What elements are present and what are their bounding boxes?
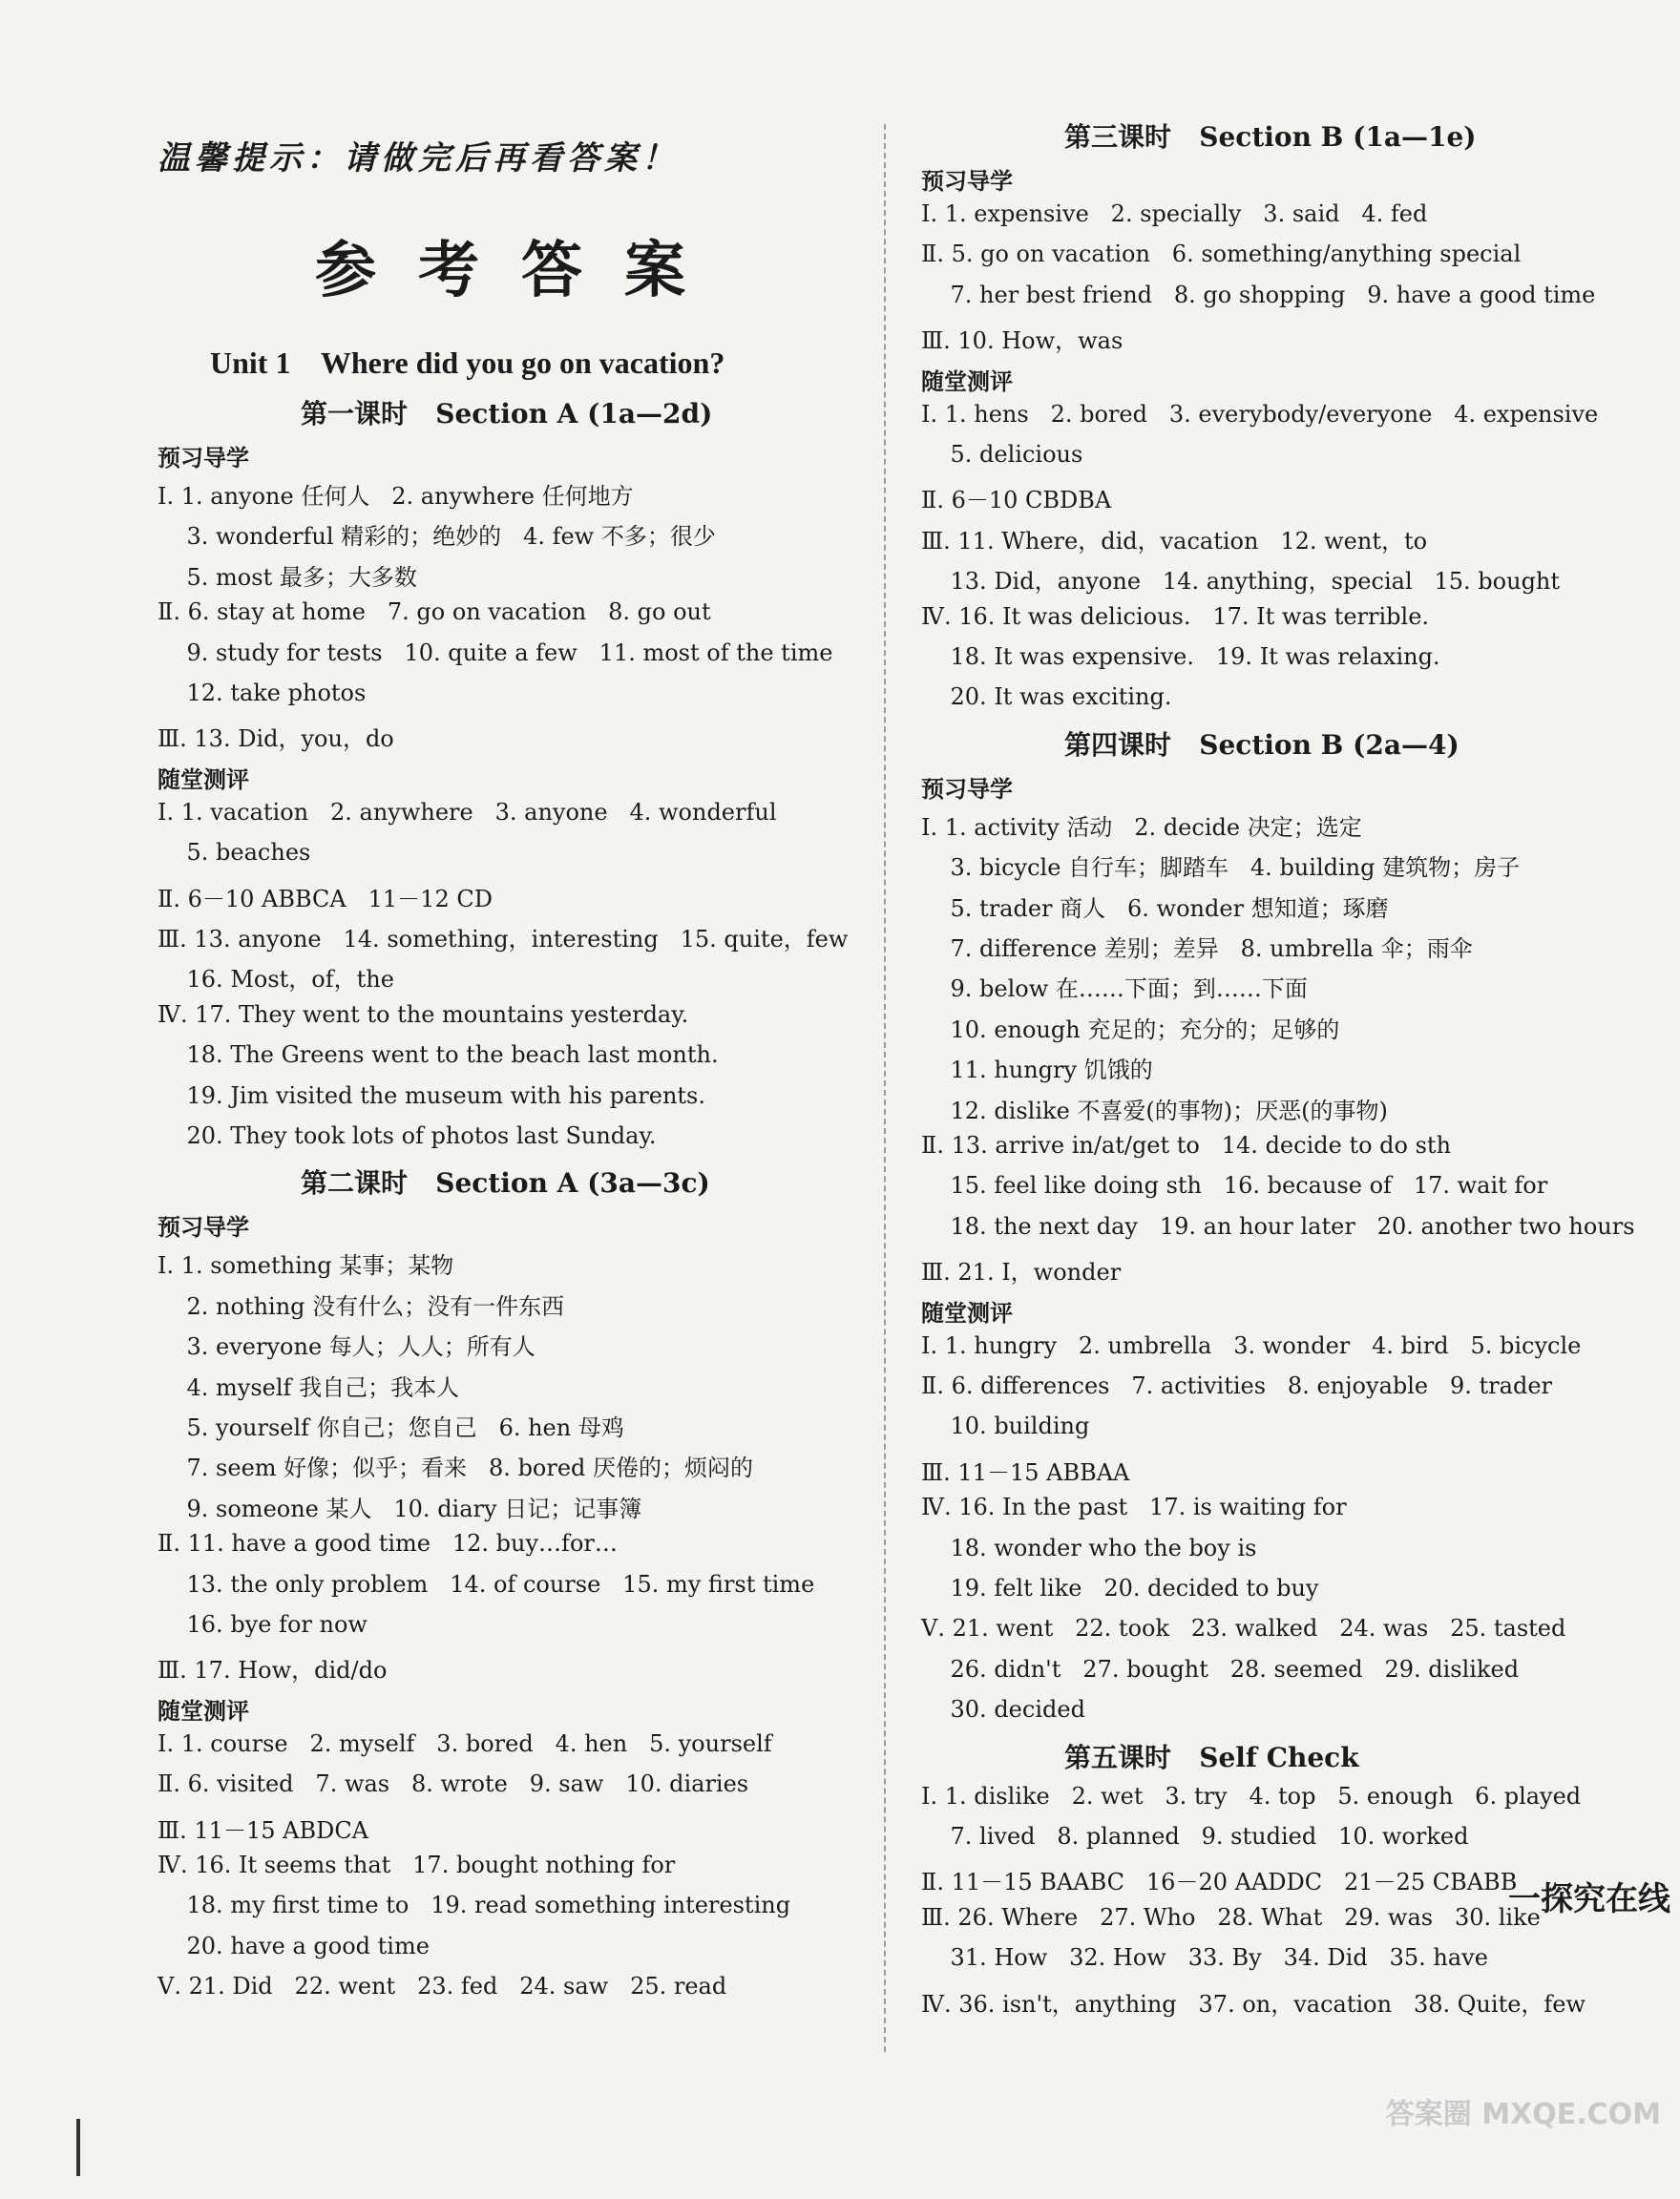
answer-line: 16. bye for now — [158, 1611, 368, 1638]
answer-line: Ⅲ. 10. How，was — [921, 327, 1124, 355]
answer-line: 7. her best friend 8. go shopping 9. have a good time — [921, 281, 1596, 308]
answer-line: 31. How 32. How 33. By 34. Did 35. have — [921, 1944, 1488, 1972]
answer-line: 11. hungry 饥饿的 — [921, 1057, 1153, 1084]
answer-line: 7. difference 差别；差异 8. umbrella 伞；雨伞 — [921, 935, 1473, 962]
answer-line: 7. lived 8. planned 9. studied 10. worked — [921, 1823, 1469, 1850]
answer-line: Ⅱ. 13. arrive in/at/get to 14. decide to do sth — [921, 1132, 1452, 1159]
answer-line: 3. wonderful 精彩的；绝妙的 4. few 不多；很少 — [158, 523, 716, 551]
section-heading: 第三课时 Section B (1a—1e) — [1064, 121, 1477, 153]
sub-heading: 预习导学 — [921, 775, 1013, 803]
answer-line: 2. nothing 没有什么；没有一件东西 — [158, 1292, 565, 1320]
answer-line: 5. beaches — [158, 839, 311, 867]
answer-line: Ⅱ. 6－10 ABBCA 11－12 CD — [158, 885, 493, 912]
answer-line: 5. yourself 你自己；您自己 6. hen 母鸡 — [158, 1414, 624, 1441]
answer-line: Ⅱ. 5. go on vacation 6. something/anything special — [921, 241, 1522, 268]
sub-heading: 预习导学 — [921, 168, 1013, 195]
watermark: 答案圈 MXQE.COM — [1385, 2098, 1661, 2131]
answer-line: Ⅲ. 11－15 ABDCA — [158, 1816, 369, 1844]
unit-title: Unit 1 Where did you go on vacation? — [210, 346, 725, 380]
answer-line: 3. bicycle 自行车；脚踏车 4. building 建筑物；房子 — [921, 854, 1521, 882]
answer-line: 12. dislike 不喜爱(的事物)；厌恶(的事物) — [921, 1097, 1388, 1124]
answer-line: Ⅳ. 36. isn't，anything 37. on，vacation 38. Quite，few — [921, 1990, 1586, 2018]
answer-line: Ⅴ. 21. Did 22. went 23. fed 24. saw 25. read — [158, 1973, 727, 2000]
answer-line: Ⅲ. 11. Where，did，vacation 12. went，to — [921, 527, 1428, 555]
column-divider — [884, 124, 886, 2052]
answer-line: 10. building — [921, 1413, 1090, 1440]
answer-line: 9. study for tests 10. quite a few 11. most of the time — [158, 639, 833, 666]
answer-line: Ⅰ. 1. anyone 任何人 2. anywhere 任何地方 — [158, 483, 634, 510]
answer-line: Ⅰ. 1. activity 活动 2. decide 决定；选定 — [921, 813, 1362, 841]
answer-line: 18. the next day 19. an hour later 20. another two hours — [921, 1212, 1635, 1240]
answer-line: Ⅱ. 6. visited 7. was 8. wrote 9. saw 10. diaries — [158, 1770, 749, 1798]
answer-line: Ⅲ. 13. anyone 14. something，interesting 15. quite，few — [158, 926, 849, 953]
answer-line: 5. most 最多；大多数 — [158, 563, 417, 591]
main-title: 参考答案 — [315, 235, 727, 306]
section-heading: 第二课时 Section A (3a—3c) — [301, 1167, 710, 1200]
answer-line: 20. have a good time — [158, 1932, 430, 1959]
answer-line: 7. seem 好像；似乎；看来 8. bored 厌倦的；烦闷的 — [158, 1455, 754, 1482]
answer-line: 20. It was exciting. — [921, 683, 1172, 711]
sub-heading: 预习导学 — [158, 445, 249, 471]
answer-line: Ⅰ. 1. hens 2. bored 3. everybody/everyone 4. expensive — [921, 400, 1599, 428]
answer-line: 13. the only problem 14. of course 15. my first time — [158, 1570, 815, 1598]
answer-line: 30. decided — [921, 1696, 1085, 1724]
answer-line: Ⅰ. 1. hungry 2. umbrella 3. wonder 4. bird 5. bicycle — [921, 1331, 1582, 1359]
answer-line: 12. take photos — [158, 680, 367, 706]
answer-line: Ⅰ. 1. course 2. myself 3. bored 4. hen 5. yourself — [158, 1729, 772, 1757]
answer-line: 9. someone 某人 10. diary 日记；记事簿 — [158, 1495, 642, 1522]
answer-line: Ⅲ. 26. Where 27. Who 28. What 29. was 30. like — [921, 1903, 1541, 1931]
answer-line: 4. myself 我自己；我本人 — [158, 1373, 460, 1401]
answer-line: Ⅰ. 1. dislike 2. wet 3. try 4. top 5. enough 6. played — [921, 1782, 1582, 1810]
answer-line: 9. below 在……下面；到……下面 — [921, 975, 1308, 1003]
section-heading: 第四课时 Section B (2a—4) — [1064, 728, 1460, 761]
answer-line: 5. delicious — [921, 441, 1083, 468]
answer-line: 26. didn't 27. bought 28. seemed 29. disliked — [921, 1655, 1520, 1683]
answer-line: 16. Most，of，the — [158, 966, 394, 994]
reminder-tip: 温馨提示：请做完后再看答案！ — [158, 139, 679, 178]
answer-line: Ⅰ. 1. vacation 2. anywhere 3. anyone 4. wonderful — [158, 798, 777, 826]
answer-line: 13. Did，anyone 14. anything，special 15. bought — [921, 568, 1561, 596]
sub-heading: 随堂测评 — [921, 1299, 1013, 1327]
answer-line: 20. They took lots of photos last Sunday. — [158, 1122, 657, 1149]
sub-heading: 随堂测评 — [158, 1697, 249, 1725]
answer-line: 18. It was expensive. 19. It was relaxing. — [921, 643, 1440, 670]
answer-line: Ⅱ. 6. differences 7. activities 8. enjoyable 9. trader — [921, 1372, 1552, 1399]
footer-brand: 一探究在线 — [1508, 1880, 1670, 1918]
page-mark — [76, 2119, 80, 2176]
answer-line: Ⅳ. 17. They went to the mountains yesterday. — [158, 1000, 689, 1028]
answer-line: 15. feel like doing sth 16. because of 17. wait for — [921, 1172, 1548, 1200]
answer-line: Ⅱ. 11－15 BAABC 16－20 AADDC 21－25 CBABB — [921, 1869, 1518, 1896]
answer-line: Ⅲ. 17. How，did/do — [158, 1657, 388, 1685]
answer-line: Ⅱ. 6. stay at home 7. go on vacation 8. go out — [158, 598, 711, 626]
answer-line: 18. my first time to 19. read something interesting — [158, 1892, 791, 1919]
answer-line: Ⅳ. 16. In the past 17. is waiting for — [921, 1494, 1347, 1521]
answer-line: 10. enough 充足的；充分的；足够的 — [921, 1016, 1340, 1043]
answer-line: Ⅰ. 1. expensive 2. specially 3. said 4. fed — [921, 200, 1428, 227]
sub-heading: 随堂测评 — [921, 367, 1013, 395]
answer-line: 18. The Greens went to the beach last month. — [158, 1041, 719, 1069]
answer-line: Ⅳ. 16. It seems that 17. bought nothing for — [158, 1852, 676, 1878]
answer-line: Ⅴ. 21. went 22. took 23. walked 24. was 25. tasted — [921, 1615, 1566, 1643]
answer-line: Ⅳ. 16. It was delicious. 17. It was terrible. — [921, 602, 1430, 630]
answer-line: 3. everyone 每人；人人；所有人 — [158, 1333, 536, 1361]
answer-line: Ⅲ. 21. I，wonder — [921, 1259, 1122, 1287]
section-heading: 第一课时 Section A (1a—2d) — [301, 398, 713, 429]
answer-line: Ⅱ. 6－10 CBDBA — [921, 487, 1112, 514]
answer-line: Ⅰ. 1. something 某事；某物 — [158, 1252, 454, 1280]
answer-line: Ⅱ. 11. have a good time 12. buy…for… — [158, 1530, 618, 1558]
answer-line: 18. wonder who the boy is — [921, 1534, 1257, 1561]
answer-line: 19. Jim visited the museum with his parents. — [158, 1081, 705, 1109]
answer-line: Ⅲ. 13. Did，you，do — [158, 725, 394, 753]
sub-heading: 预习导学 — [158, 1214, 249, 1242]
section-heading: 第五课时 Self Check — [1064, 1741, 1359, 1773]
answer-line: 19. felt like 20. decided to buy — [921, 1575, 1319, 1602]
answer-line: Ⅲ. 11－15 ABBAA — [921, 1458, 1130, 1486]
answer-line: 5. trader 商人 6. wonder 想知道；琢磨 — [921, 894, 1389, 922]
sub-heading: 随堂测评 — [158, 765, 249, 793]
